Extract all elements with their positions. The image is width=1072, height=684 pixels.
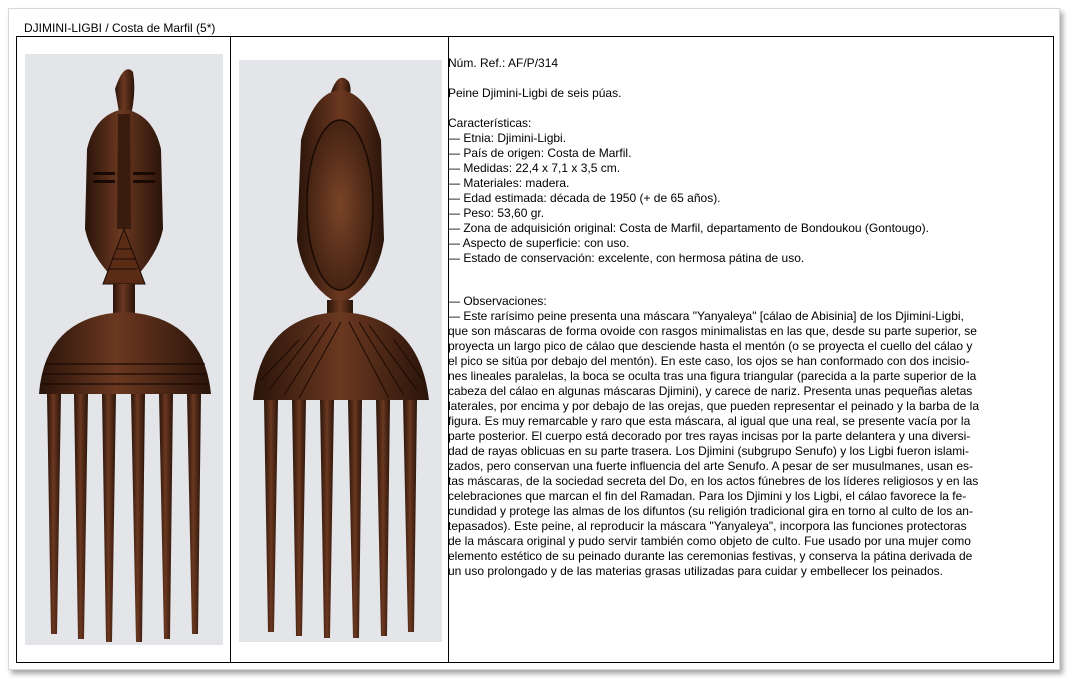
- observations-line: celebraciones que marcan el fin del Ramadan. Para los Djimini y los Ligbi, el cálao favorece la fe-: [448, 489, 967, 503]
- observations-line: el pico se sitúa por debajo del mentón). En este caso, los ojos se han conformado con dos incisio-: [448, 354, 970, 368]
- observations-line: cundidad y protege las almas de los difuntos (su religión tradicional gira en torno al culto de los an-: [448, 504, 973, 518]
- comb-back-illustration: [239, 60, 442, 642]
- observations-line: cabeza del cálao en algunas máscaras Djimini), y carece de nariz. Presenta unas pequeñas aletas: [448, 384, 973, 398]
- feature-condition: — Estado de conservación: excelente, con hermosa pátina de uso.: [448, 251, 805, 265]
- item-description: Peine Djimini-Ligbi de seis púas.: [448, 86, 622, 100]
- observations-line: de la máscara original y pudo servir también como objeto de culto. Fue usado por una mujer como: [448, 534, 971, 548]
- observations-line: figura. Es muy remarcable y raro que esta máscara, al igual que una real, se presente vacía por la: [448, 414, 971, 428]
- feature-age: — Edad estimada: década de 1950 (+ de 65 años).: [448, 191, 721, 205]
- page-title: DJIMINI-LIGBI / Costa de Marfil (5*): [24, 21, 216, 35]
- observations-line: laterales, por encima y por debajo de las orejas, que pueden representar el peinado y la barba de la: [448, 399, 980, 413]
- feature-surface: — Aspecto de superficie: con uso.: [448, 236, 630, 250]
- description-cell: [448, 56, 1040, 579]
- observations-line: nes lineales paralelas, la boca se oculta tras una figura triangular (parecida a la parte superior de la: [448, 369, 977, 383]
- feature-measures: — Medidas: 22,4 x 7,1 x 3,5 cm.: [448, 161, 621, 175]
- observations-heading: — Observaciones:: [448, 294, 547, 308]
- observations-line: — Este rarísimo peine presenta una máscara "Yanyaleya" [cálao de Abisinia] de los Djimini-Ligbi,: [448, 309, 964, 323]
- feature-weight: — Peso: 53,60 gr.: [448, 206, 545, 220]
- observations-line: parte posterior. El cuerpo está decorado por tres rayas incisas por la parte delantera y una diversi-: [448, 429, 971, 443]
- observations-line: un uso prolongado y de las materias grasas utilizadas para cuidar y embellecer los peinados.: [448, 564, 943, 578]
- observations-line: tas máscaras, de la sociedad secreta del Do, en los actos fúnebres de los líderes religiosos y en las: [448, 474, 979, 488]
- feature-materials: — Materiales: madera.: [448, 176, 570, 190]
- feature-acquisition-zone: — Zona de adquisición original: Costa de Marfil, departamento de Bondoukou (Gontougo).: [448, 221, 929, 235]
- observations-line: dad de rayas oblicuas en su parte trasera. Los Djimini (subgrupo Senufo) y los Ligbi fueron islami-: [448, 444, 969, 458]
- observations-line: elemento estético de su peinado durante las ceremonias festivas, y conserva la pátina derivada de: [448, 549, 973, 563]
- catalog-sheet: [8, 8, 1060, 670]
- column-divider: [230, 37, 231, 662]
- comb-front-photo: [25, 54, 223, 645]
- observations-line: zados, pero conservan una fuerte influencia del arte Senufo. A pesar de ser musulmanes, usan es-: [448, 459, 973, 473]
- comb-back-photo: [239, 60, 442, 642]
- comb-front-illustration: [25, 54, 223, 645]
- features-heading: Características:: [448, 116, 532, 130]
- feature-origin: — País de origen: Costa de Marfil.: [448, 146, 632, 160]
- observations-line: que son máscaras de forma ovoide con rasgos minimalistas en las que, desde su parte superior, se: [448, 324, 977, 338]
- observations-line: tepasados). Este peine, al reproducir la máscara "Yanyaleya", incorpora las funciones protectoras: [448, 519, 967, 533]
- feature-ethnicity: — Etnia: Djimini-Ligbi.: [448, 131, 567, 145]
- observations-line: proyecta un largo pico de cálao que desciende hasta el mentón (o se proyecta el cuello del cálao y: [448, 339, 973, 353]
- reference-number: Núm. Ref.: AF/P/314: [448, 56, 559, 70]
